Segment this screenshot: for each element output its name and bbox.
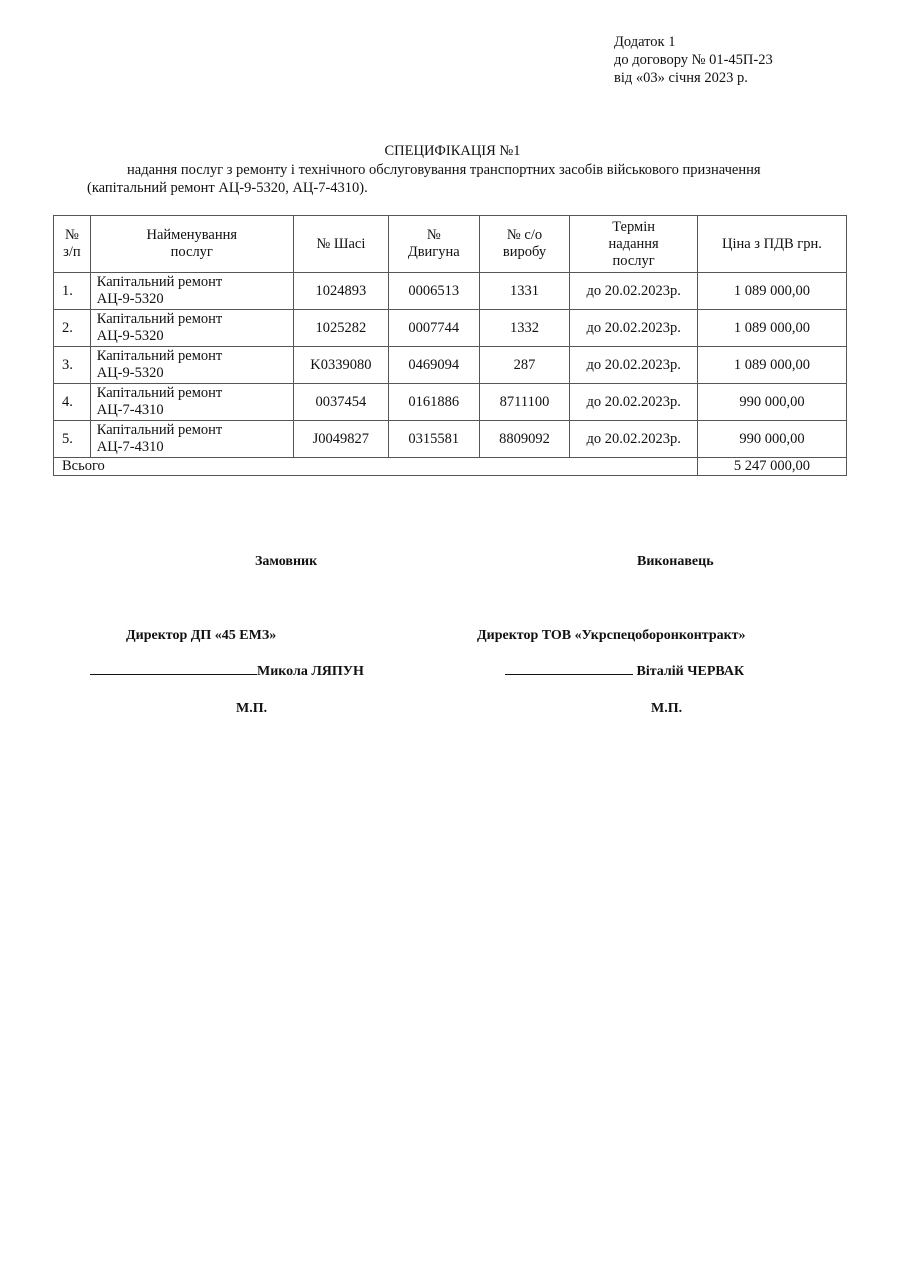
cell-num: 4. — [54, 384, 91, 421]
cell-name: Капітальний ремонт АЦ-7-4310 — [90, 384, 293, 421]
header-engine: № Двигуна — [388, 216, 479, 273]
annex-block — [614, 33, 773, 87]
customer-signature-line — [90, 664, 257, 675]
cell-price: 1 089 000,00 — [697, 273, 846, 310]
table-row — [54, 347, 847, 384]
contractor-role: Виконавець — [637, 554, 714, 569]
table-row — [54, 273, 847, 310]
document-title: СПЕЦИФІКАЦІЯ №1 — [384, 143, 521, 159]
cell-num: 5. — [54, 421, 91, 458]
total-value: 5 247 000,00 — [697, 458, 846, 476]
cell-name: Капітальний ремонт АЦ-7-4310 — [90, 421, 293, 458]
contractor-position: Директор ТОВ «Укрспецоборонконтракт» — [477, 628, 746, 643]
cell-price: 1 089 000,00 — [697, 310, 846, 347]
total-label: Всього — [54, 458, 698, 476]
cell-serial: 8711100 — [479, 384, 570, 421]
cell-engine: 0315581 — [388, 421, 479, 458]
cell-term: до 20.02.2023р. — [570, 421, 697, 458]
table-header-row — [54, 216, 847, 273]
cell-num: 2. — [54, 310, 91, 347]
table-row — [54, 310, 847, 347]
cell-engine: 0007744 — [388, 310, 479, 347]
cell-chassis: 1024893 — [293, 273, 388, 310]
cell-price: 990 000,00 — [697, 384, 846, 421]
cell-price: 1 089 000,00 — [697, 347, 846, 384]
cell-serial: 1332 — [479, 310, 570, 347]
customer-signature-block — [90, 664, 364, 680]
cell-serial: 8809092 — [479, 421, 570, 458]
customer-position: Директор ДП «45 ЕМЗ» — [126, 628, 277, 643]
annex-number: Додаток 1 — [614, 34, 676, 50]
cell-name: Капітальний ремонт АЦ-9-5320 — [90, 273, 293, 310]
customer-stamp: М.П. — [236, 701, 268, 716]
cell-num: 3. — [54, 347, 91, 384]
cell-name: Капітальний ремонт АЦ-9-5320 — [90, 347, 293, 384]
cell-num: 1. — [54, 273, 91, 310]
table-row — [54, 384, 847, 421]
cell-chassis: J0049827 — [293, 421, 388, 458]
cell-term: до 20.02.2023р. — [570, 384, 697, 421]
header-name: Найменування послуг — [90, 216, 293, 273]
subtitle-line-2: (капітальний ремонт АЦ-9-5320, АЦ-7-4310). — [87, 180, 368, 196]
cell-price: 990 000,00 — [697, 421, 846, 458]
customer-signatory-name: Микола ЛЯПУН — [257, 664, 364, 679]
contractor-signature-block — [505, 664, 744, 680]
specification-table — [53, 215, 847, 476]
contractor-stamp: М.П. — [651, 701, 683, 716]
header-chassis: № Шасі — [293, 216, 388, 273]
customer-role: Замовник — [255, 554, 318, 569]
cell-chassis: 1025282 — [293, 310, 388, 347]
cell-chassis: K0339080 — [293, 347, 388, 384]
cell-engine: 0161886 — [388, 384, 479, 421]
annex-contract-ref: до договору № 01-45П-23 — [614, 52, 773, 68]
document-subtitle — [87, 161, 847, 197]
cell-engine: 0006513 — [388, 273, 479, 310]
contractor-signature-line — [505, 664, 633, 675]
cell-chassis: 0037454 — [293, 384, 388, 421]
cell-serial: 1331 — [479, 273, 570, 310]
table-total-row — [54, 458, 847, 476]
annex-date: від «03» січня 2023 р. — [614, 70, 748, 86]
cell-name: Капітальний ремонт АЦ-9-5320 — [90, 310, 293, 347]
cell-term: до 20.02.2023р. — [570, 347, 697, 384]
cell-term: до 20.02.2023р. — [570, 310, 697, 347]
header-price: Ціна з ПДВ грн. — [697, 216, 846, 273]
table-row — [54, 421, 847, 458]
header-term: Термін надання послуг — [570, 216, 697, 273]
header-serial: № с/о виробу — [479, 216, 570, 273]
cell-serial: 287 — [479, 347, 570, 384]
contractor-signatory-name: Віталій ЧЕРВАК — [633, 664, 745, 679]
header-num: № з/п — [54, 216, 91, 273]
subtitle-line-1: надання послуг з ремонту і технічного обслуговування транспортних засобів військового призначення — [127, 162, 761, 178]
cell-engine: 0469094 — [388, 347, 479, 384]
cell-term: до 20.02.2023р. — [570, 273, 697, 310]
